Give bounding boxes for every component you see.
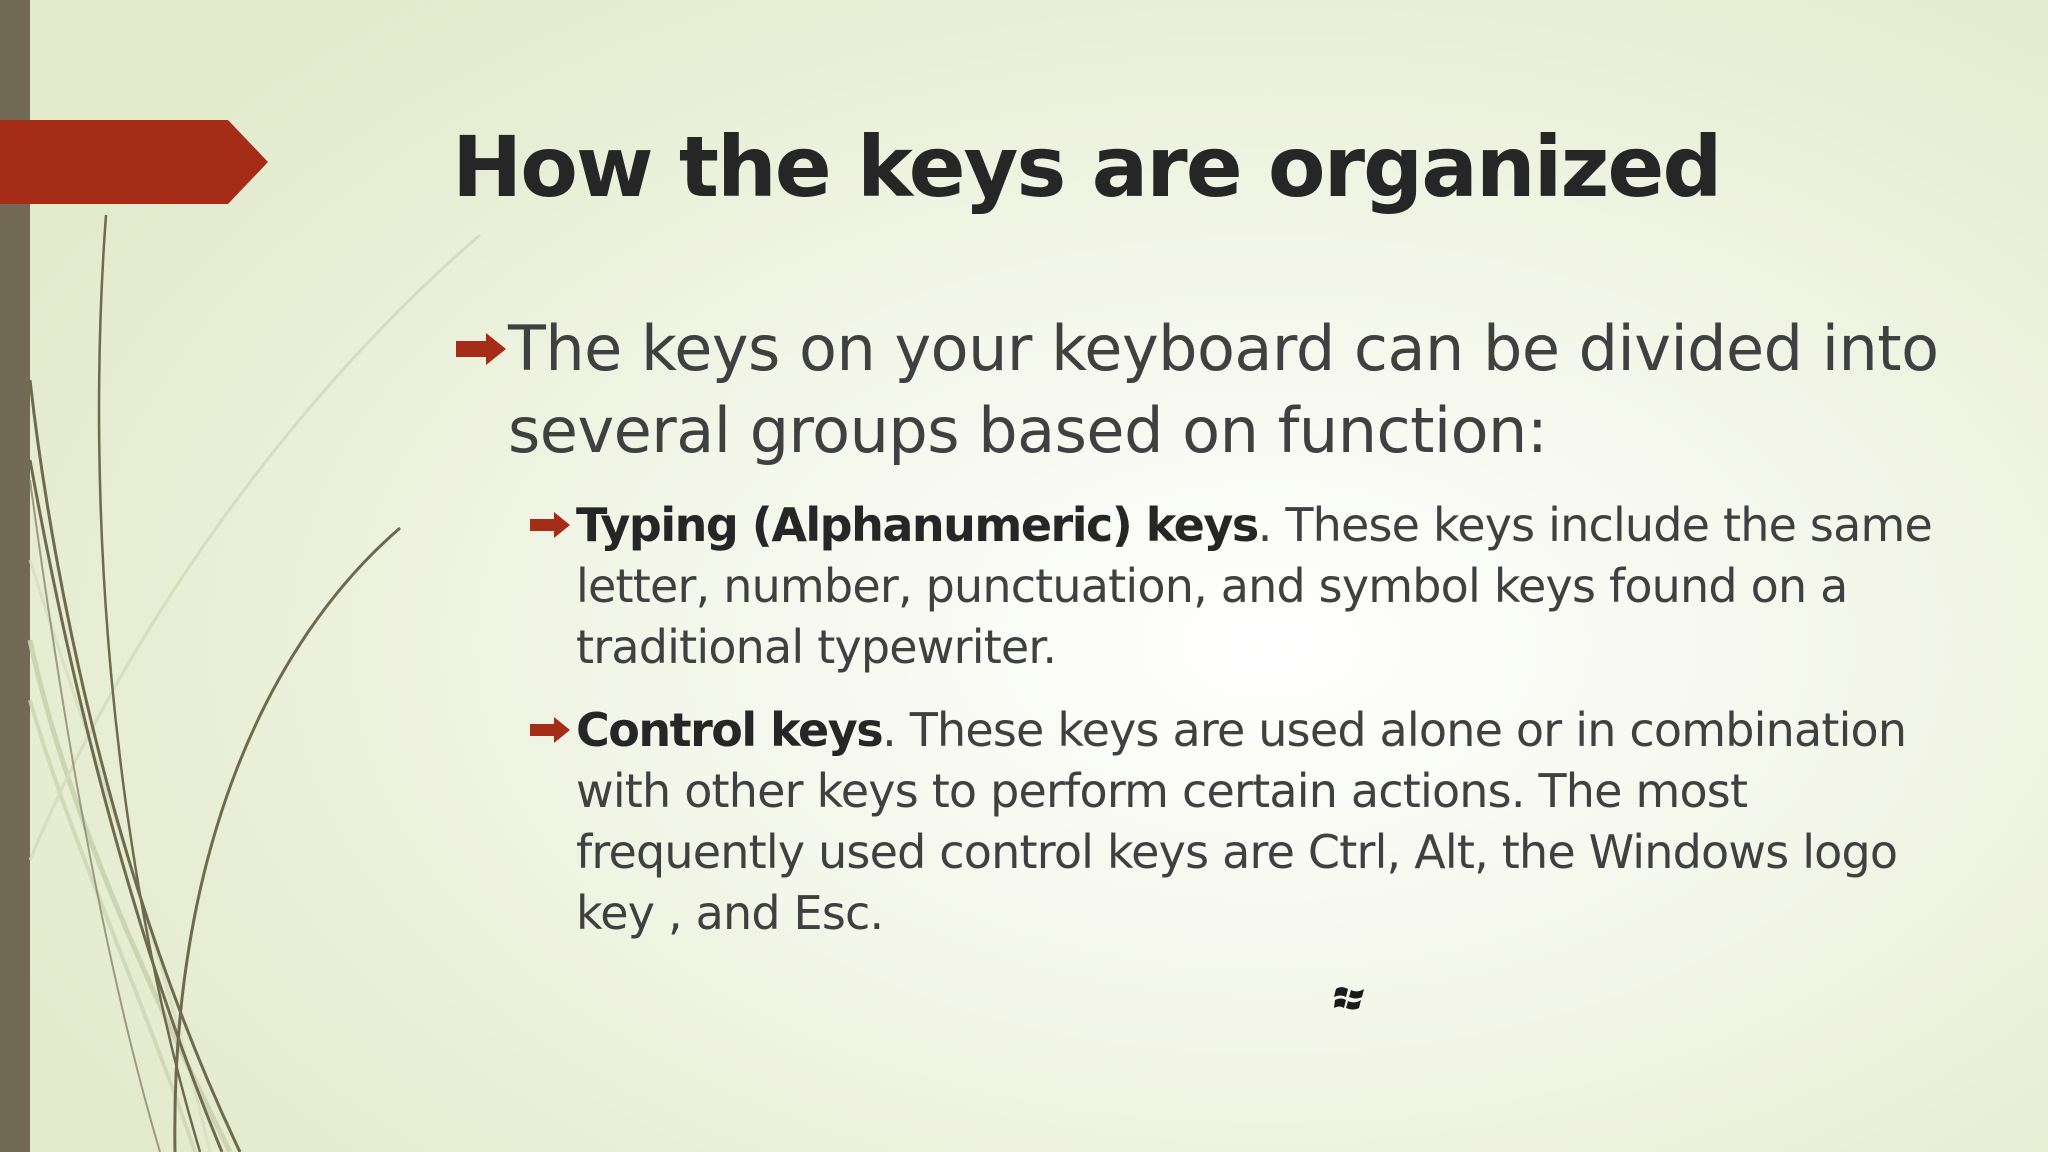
arrow-bullet-icon [530,512,570,538]
sub-bullet-description: . These keys include the same letter, number, punctuation, and symbol keys found on a traditional typewriter. [576,498,1932,674]
arrow-bullet-icon [530,717,570,743]
title-banner-arrow [0,120,268,204]
slide-title: How the keys are organized [452,118,1721,216]
sub-bullet-description: . These keys are used alone or in combination with other keys to perform certain actions. The most frequently used control keys are Ctrl, Alt, the Windows logo key , and Esc. [576,703,1907,940]
main-bullet-text: The keys on your keyboard can be divided into several groups based on function: [508,312,1939,467]
sub-bullet-term: Control keys [576,703,883,757]
windows-logo-icon [1334,984,1366,1014]
sub-bullet-typing-keys [576,495,1976,678]
sub-bullet-term: Typing (Alphanumeric) keys [576,498,1258,552]
sub-bullet-control-keys [576,700,1976,944]
arrow-bullet-icon [456,333,506,365]
